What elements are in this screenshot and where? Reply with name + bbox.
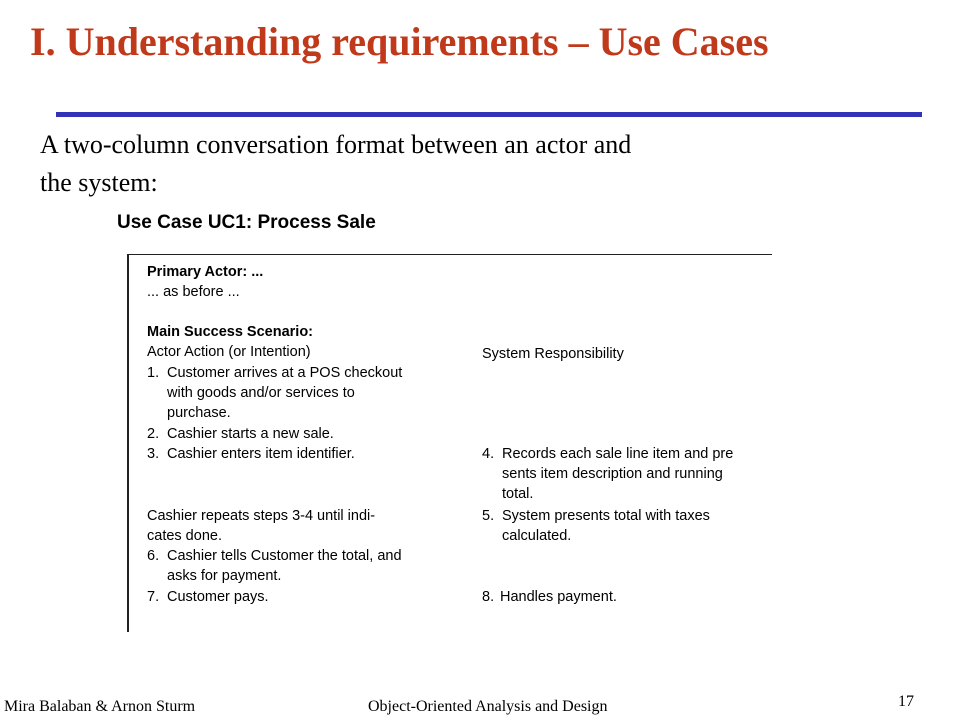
step-text: Cashier starts a new sale. <box>167 426 334 442</box>
slide-title: I. Understanding requirements – Use Cases <box>30 19 769 64</box>
step-number: 3. <box>147 446 160 462</box>
main-scenario-label: Main Success Scenario: <box>147 324 314 340</box>
step-text: asks for payment. <box>167 568 282 584</box>
system-step-4 <box>482 444 733 504</box>
step-text: Handles payment. <box>500 589 617 605</box>
actor-step-7 <box>147 587 269 607</box>
actor-step-6 <box>147 546 402 586</box>
step-text: with goods and/or services to <box>167 385 355 401</box>
intro-line-2: the system: <box>40 168 158 197</box>
primary-actor-value: ... as before ... <box>147 284 240 300</box>
step-text: Customer pays. <box>167 589 269 605</box>
step-text: System presents total with taxes <box>502 508 710 524</box>
step-text: Cashier tells Customer the total, and <box>167 548 402 564</box>
actor-step-2 <box>147 424 334 444</box>
step-text: total. <box>502 486 534 502</box>
actor-step-3 <box>147 444 355 464</box>
page-number: 17 <box>898 693 914 710</box>
actor-column-header: Actor Action (or Intention) <box>147 344 311 360</box>
step-number: 7. <box>147 589 160 605</box>
footer-course: Object-Oriented Analysis and Design <box>368 698 608 715</box>
actor-step-1 <box>147 363 402 423</box>
repeat-note <box>147 506 375 546</box>
system-step-8 <box>482 587 617 607</box>
repeat-note-line: cates done. <box>147 528 222 544</box>
step-number: 8. <box>482 589 495 605</box>
intro-line-1: A two-column conversation format between an actor and <box>40 130 632 159</box>
step-text: calculated. <box>502 528 572 544</box>
step-text: sents item description and running <box>502 466 723 482</box>
step-text: Cashier enters item identifier. <box>167 446 355 462</box>
intro-text <box>40 126 800 202</box>
step-number: 4. <box>482 446 495 462</box>
step-number: 1. <box>147 365 160 381</box>
title-underline <box>56 112 922 117</box>
use-case-heading: Use Case UC1: Process Sale <box>117 212 376 233</box>
step-number: 5. <box>482 508 495 524</box>
step-number: 6. <box>147 548 160 564</box>
repeat-note-line: Cashier repeats steps 3-4 until indi- <box>147 508 376 524</box>
footer-authors: Mira Balaban & Arnon Sturm <box>4 698 196 715</box>
step-text: Records each sale line item and pre <box>502 446 734 462</box>
step-number: 2. <box>147 426 160 442</box>
system-step-5 <box>482 506 710 546</box>
primary-actor-label: Primary Actor: ... <box>147 264 264 280</box>
system-column-header: System Responsibility <box>482 346 624 362</box>
step-text: Customer arrives at a POS checkout <box>167 365 403 381</box>
step-text: purchase. <box>167 405 231 421</box>
